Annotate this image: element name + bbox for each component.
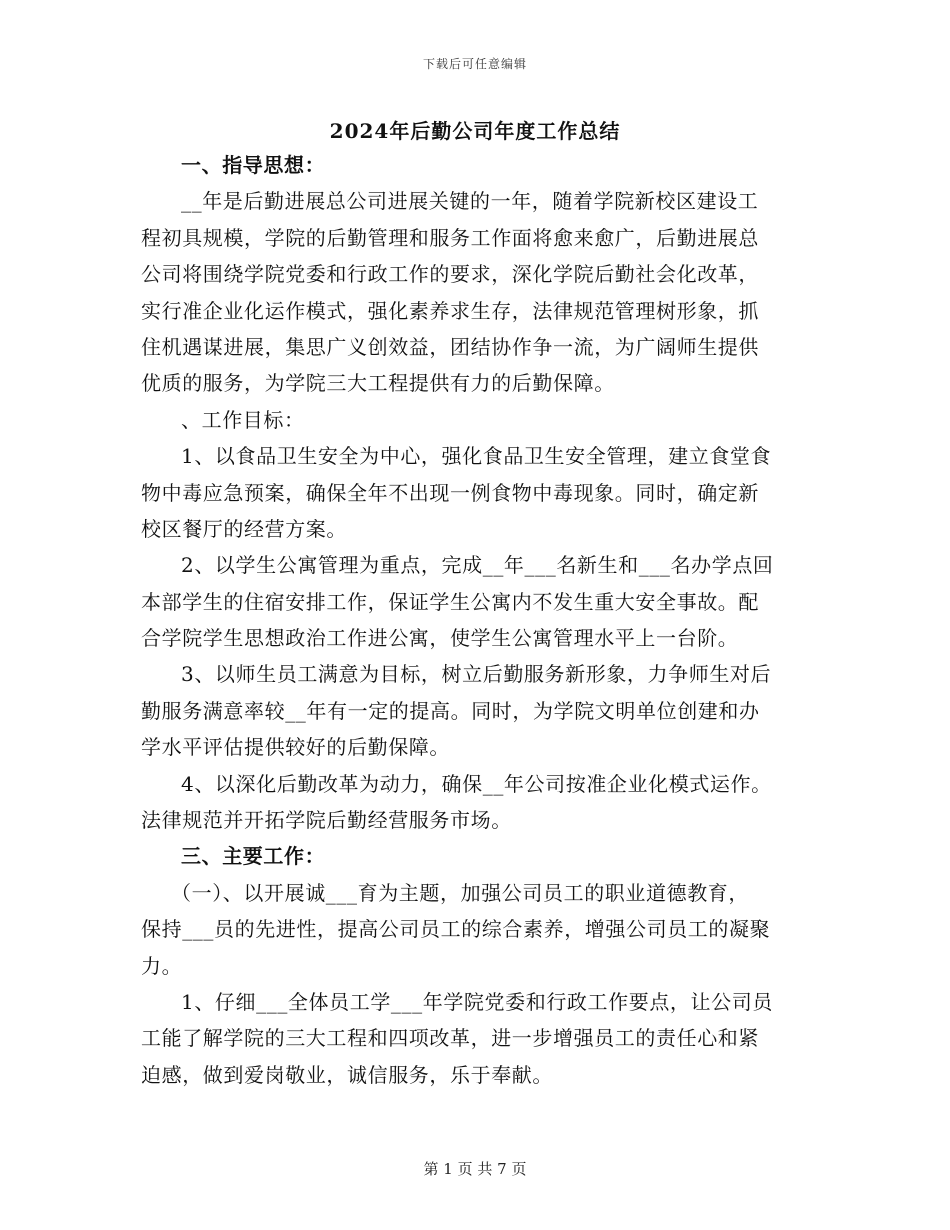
paragraph-line: 勤服务满意率较__年有一定的提高。同时，为学院文明单位创建和办 [141, 698, 760, 723]
paragraph-line: 学水平评估提供较好的后勤保障。 [141, 735, 450, 760]
paragraph-line: 2、以学生公寓管理为重点，完成__年___名新生和___名办学点回 [181, 553, 774, 578]
paragraph-line: 实行准企业化运作模式，强化素养求生存，法律规范管理树形象，抓 [141, 298, 759, 323]
paragraph-line: 合学院学生思想政治工作进公寓，使学生公寓管理水平上一台阶。 [141, 626, 739, 651]
page-indicator: 第 1 页 共 7 页 [423, 1160, 527, 1178]
section-heading: 三、主要工作： [181, 844, 326, 869]
paragraph-line: （一）、以开展诚___育为主题，加强公司员工的职业道德教育， [171, 880, 749, 905]
paragraph-line: 1、仔细___全体员工学___年学院党委和行政工作要点，让公司员 [181, 989, 773, 1014]
paragraph-line: 物中毒应急预案，确保全年不出现一例食物中毒现象。同时，确定新 [141, 480, 759, 505]
paragraph-line: 迫感，做到爱岗敬业，诚信服务，乐于奉献。 [141, 1062, 553, 1087]
paragraph-line: __年是后勤进展总公司进展关键的一年，随着学院新校区建设工 [181, 189, 759, 214]
paragraph-line: 3、以师生员工满意为目标，树立后勤服务新形象，力争师生对后 [181, 662, 772, 687]
paragraph-line: 法律规范并开拓学院后勤经营服务市场。 [141, 808, 512, 833]
paragraph-line: 优质的服务，为学院三大工程提供有力的后勤保障。 [141, 371, 615, 396]
paragraph-line: 4、以深化后勤改革为动力，确保__年公司按准企业化模式运作。 [181, 771, 772, 796]
section-heading: 一、指导思想： [181, 153, 326, 177]
paragraph-line: 住机遇谋进展，集思广义创效益，团结协作争一流，为广阔师生提供 [141, 334, 759, 359]
document-body [141, 147, 811, 1093]
paragraph-line: 力。 [141, 953, 183, 978]
header-note: 下载后可任意编辑 [422, 57, 527, 71]
section-heading: 、工作目标： [181, 407, 305, 432]
paragraph-line: 本部学生的住宿安排工作，保证学生公寓内不发生重大安全事故。配 [141, 589, 759, 614]
paragraph-line: 保持___员的先进性，提高公司员工的综合素养，增强公司员工的凝聚 [141, 917, 771, 942]
paragraph-line: 1、以食品卫生安全为中心，强化食品卫生安全管理，建立食堂食 [181, 444, 772, 469]
document-title: 2024年后勤公司年度工作总结 [329, 119, 621, 143]
paragraph-line: 校区餐厅的经营方案。 [141, 516, 347, 541]
paragraph-line: 工能了解学院的三大工程和四项改革，进一步增强员工的责任心和紧 [141, 1026, 759, 1051]
paragraph-line: 公司将围绕学院党委和行政工作的要求，深化学院后勤社会化改革， [141, 262, 759, 287]
paragraph-line: 程初具规模，学院的后勤管理和服务工作面将愈来愈广，后勤进展总 [141, 225, 759, 250]
